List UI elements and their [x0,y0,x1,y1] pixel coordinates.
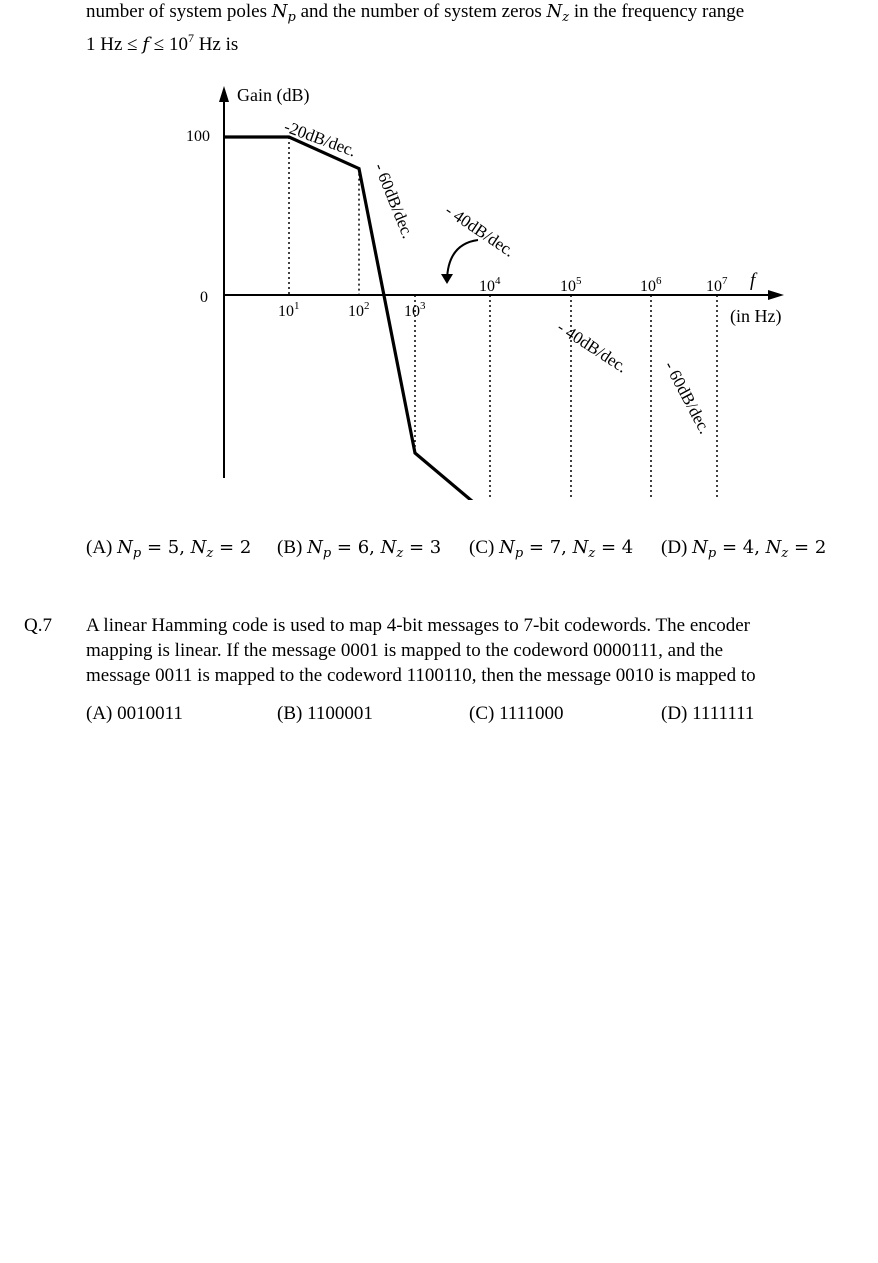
q6-option-a[interactable]: (A) $N_p = 5$, $N_z = 2$ [86,537,252,561]
y-axis-label: Gain (dB) [237,85,310,105]
option-np: 4 [742,537,755,558]
y-tick-100: 100 [186,128,210,145]
q6-text-fragment: number of system poles [86,1,268,22]
x-tick-label [278,300,300,320]
x-tick-base: 10 [706,278,722,295]
slope-annotation-3: - 40dB/dec. [441,200,519,261]
option-nz: 2 [814,537,827,558]
x-tick-label [640,275,662,295]
x-tick-exponent: 5 [576,275,582,287]
x-tick-label [404,300,426,320]
option-nz: 3 [429,537,442,558]
q6-text-fragment: in the frequency range [573,1,745,22]
x-tick-exponent: 2 [364,300,370,312]
slope-annotation-4: - 40dB/dec. [553,317,631,377]
x-tick-exponent: 4 [495,275,501,287]
q6-range-exponent: 7 [187,31,194,45]
q7-text-line-2: mapping is linear. If the message 0001 is mapped to the codeword 0000111, and the [86,640,724,661]
bode-plot [0,0,878,500]
option-value: 1111111 [692,703,755,724]
option-label: (B) [277,537,303,558]
x-tick-base: 10 [479,278,495,295]
option-value: 0010011 [117,703,183,724]
x-axis-unit: (in Hz) [730,306,782,326]
x-axis-arrow [768,290,784,300]
q6-range-base: ≤ 10 [153,34,188,55]
option-label: (C) [469,703,495,724]
option-label: (C) [469,537,495,558]
option-value: 1111000 [499,703,564,724]
q6-range-start: 1 Hz ≤ [86,34,138,55]
option-np: 7 [549,537,562,558]
option-label: (D) [661,703,688,724]
np-subscript: p [287,10,296,25]
x-axis-symbol: f [750,270,756,291]
x-tick-base: 10 [640,278,656,295]
q6-text-fragment: and the number of system zeros [300,1,542,22]
q6-option-b[interactable]: (B) $N_p = 6$, $N_z = 3$ [277,537,442,561]
q6-option-c[interactable]: (C) $N_p = 7$, $N_z = 4$ [469,537,634,561]
x-tick-exponent: 3 [420,300,426,312]
x-tick-label [479,275,501,295]
q7-option-a[interactable] [86,702,183,726]
option-label: (D) [661,537,688,558]
slope-annotation-1: -20dB/dec. [281,116,359,161]
x-tick-base: 10 [348,303,364,320]
x-tick-exponent: 1 [294,300,300,312]
q7-option-c[interactable] [469,702,563,726]
x-tick-label [706,275,728,295]
option-np: 6 [357,537,370,558]
y-tick-0: 0 [200,289,208,306]
nz-subscript: z [562,10,570,25]
x-tick-label [348,300,370,320]
zero-crossing-arrowhead [441,274,453,284]
nz-letter: N [546,1,563,22]
slope-annotation-5: - 60dB/dec. [660,357,715,437]
option-label: (A) [86,537,113,558]
q6-option-d[interactable]: (D) $N_p = 4$, $N_z = 2$ [661,537,827,561]
x-tick-exponent: 6 [656,275,662,287]
f-symbol: f [142,34,150,55]
q7-text-line-3: message 0011 is mapped to the codeword 1100110, then the message 0010 is mapped to [86,665,756,686]
q7-option-b[interactable] [277,702,373,726]
q6-range-unit: Hz is [198,34,239,55]
q7-option-d[interactable] [661,702,754,726]
option-label: (B) [277,703,303,724]
x-tick-labels [278,275,728,320]
option-nz: 4 [621,537,634,558]
gain-curve [224,137,717,500]
x-tick-label [560,275,582,295]
option-value: 1100001 [307,703,373,724]
option-label: (A) [86,703,113,724]
x-tick-base: 10 [278,303,294,320]
q7-number: Q.7 [24,615,52,636]
y-axis-arrow [219,86,229,102]
x-tick-base: 10 [560,278,576,295]
slope-annotation-2: - 60dB/dec. [370,160,418,242]
np-letter: N [271,1,288,22]
x-tick-base: 10 [404,303,420,320]
option-nz: 2 [239,537,252,558]
q7-text-line-1: A linear Hamming code is used to map 4-bit messages to 7-bit codewords. The encoder [86,615,750,636]
option-np: 5 [167,537,180,558]
x-tick-exponent: 7 [722,275,728,287]
